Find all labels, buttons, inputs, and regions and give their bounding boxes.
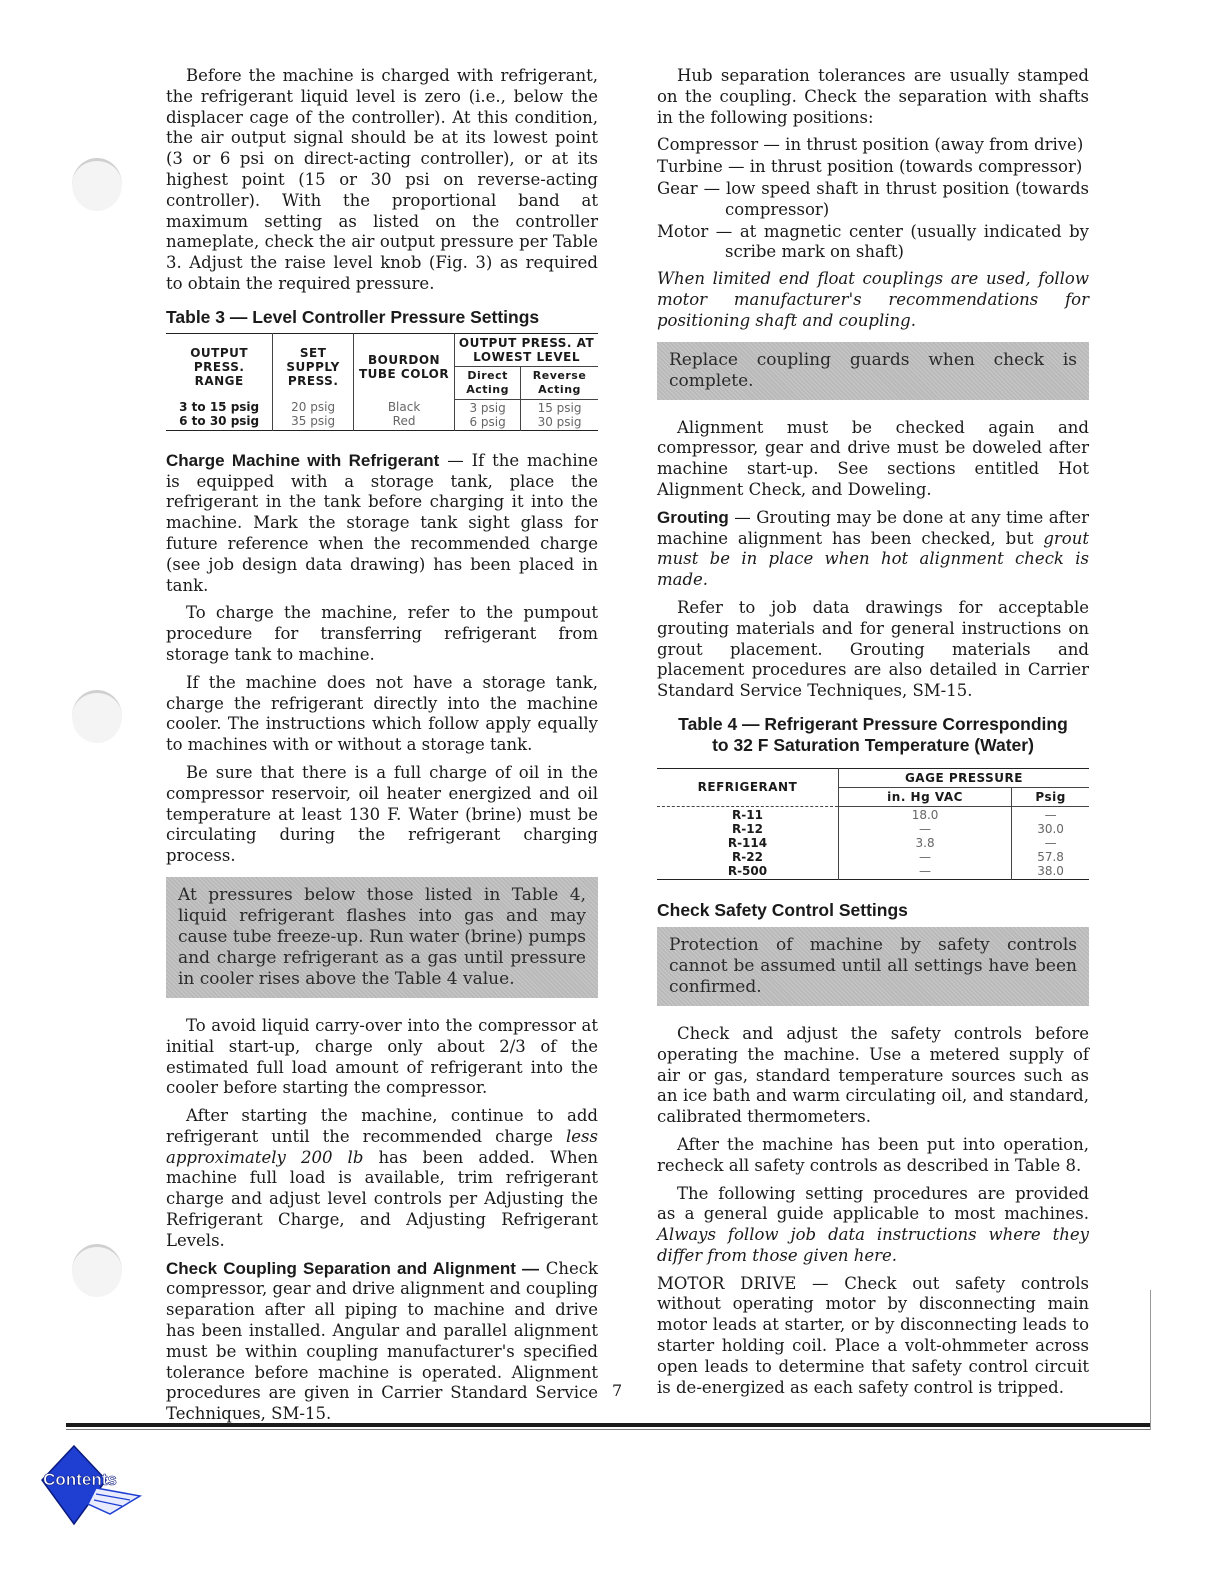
right-column: [657, 66, 1089, 1405]
paragraph-check-safety: Check and adjust the safety controls before operating the machine. Use a metered supply of air or gas, standard temperature sources such as an ice bath and warm circulating oil, and standard, calibrated thermometers.: [657, 1023, 1089, 1127]
heading-grouting: Grouting: [657, 507, 729, 527]
warning-box-coupling-guards: Replace coupling guards when check is complete.: [657, 342, 1089, 400]
paragraph-charge-3: If the machine does not have a storage tank, charge the refrigerant directly into the machine cooler. The instructions which follow apply equally to machines with or without a storage tank.: [166, 672, 598, 755]
t3-cell-range: [166, 399, 273, 430]
paragraph-coupling: [166, 1259, 598, 1425]
list-item: Motor — at magnetic center (usually indicated by scribe mark on shaft): [657, 221, 1089, 262]
t3-cell-reverse: [521, 399, 598, 430]
paragraph-charge-intro: Before the machine is charged with refrigerant, the refrigerant liquid level is zero (i.e., below the displacer cage of the controller). At this condition, the air output signal should be at its lowest point (3 or 6 psi on direct-acting controller), or at its highest point (15 or 30 psi on reverse-acting controller). With the proportional band at maximum setting as listed on the controller nameplate, check the air output pressure per Table 3. Adjust the raise level knob (Fig. 3) as required to obtain the required pressure.: [166, 66, 598, 293]
bottom-rule-thin: [66, 1429, 1150, 1430]
t4-header-vac: in. Hg VAC: [838, 787, 1011, 806]
table3-title: Table 3 — Level Controller Pressure Settings: [166, 306, 540, 327]
list-item: Turbine — in thrust position (towards compressor): [657, 157, 1083, 177]
page-edge: [1150, 1290, 1151, 1430]
binder-hole: [72, 1244, 122, 1297]
table4-title-line2: to 32 F Saturation Temperature (Water): [712, 734, 1034, 755]
t4-vac-1: —: [919, 821, 932, 836]
left-column: [166, 66, 598, 1432]
paragraph-refer-drawings: Refer to job data drawings for acceptable grouting materials and for general instructions on grout placement. Grouting materials and placement procedures are also detailed in Carrier Standard Service Techniques, SM-15.: [657, 597, 1089, 701]
paragraph-avoid-carryover: To avoid liquid carry-over into the compressor at initial start-up, charge only about 2/3 of the estimated full load amount of refrigerant into the cooler before starting the compressor.: [166, 1015, 598, 1098]
t4-ref-2: R-114: [727, 835, 768, 850]
charge-machine-text: — If the machine is equipped with a storage tank, place the refrigerant in the tank before charging it into the machine. Mark the storage tank sight glass for future reference when the recommended charge (see job design data drawing) has been placed in tank.: [166, 450, 598, 595]
paragraph-charge-2: To charge the machine, refer to the pumpout procedure for transferring refrigerant from storage tank to machine.: [166, 603, 598, 664]
t3-header-output-lowest: OUTPUT PRESS. AT LOWEST LEVEL: [458, 335, 595, 364]
paragraph-charge-machine: [166, 451, 598, 597]
t3-direct-1: 6 psig: [469, 414, 506, 429]
contents-label[interactable]: Contents: [43, 1470, 117, 1489]
grouting-italic: grout must be in place when hot alignment check is made.: [657, 528, 1089, 590]
paragraph-following-procedures: [657, 1184, 1089, 1267]
t3-header-direct: Direct Acting: [455, 366, 521, 399]
t4-psig-0: —: [1044, 807, 1057, 822]
heading-charge-machine: Charge Machine with Refrigerant: [166, 450, 440, 470]
t4-psig-2: —: [1044, 835, 1057, 850]
t4-cell-psig: [1012, 806, 1089, 879]
t3-reverse-1: 30 psig: [537, 414, 582, 429]
t4-ref-1: R-12: [732, 821, 763, 836]
t3-cell-color: [353, 399, 454, 430]
heading-safety-controls: Check Safety Control Settings: [657, 899, 908, 920]
binder-hole: [72, 158, 122, 211]
page-number: 7: [612, 1381, 623, 1400]
paragraph-alignment: Alignment must be checked again and compressor, gear and drive must be doweled after machine start-up. See sections entitled Hot Alignment Check, and Doweling.: [657, 417, 1089, 499]
paragraph-motor-drive: MOTOR DRIVE — Check out safety controls without operating motor by disconnecting main motor leads at starter, or by disconnecting leads to starter holding coil. Place a volt-ohmmeter across open leads to determine that safety control circuit is de-energized as each safety control is tripped.: [657, 1273, 1089, 1397]
after-starting-italic: less approximately 200 lb: [166, 1126, 598, 1167]
coupling-text: Check compressor, gear and drive alignment and coupling separation after all piping to machine and drive has been installed. Angular and parallel alignment must be within coupling manufacturer's specified tolerance before machine is operated. Alignment procedures are given in Carrier Standard Service Techniques, SM-15.: [166, 1258, 598, 1424]
t4-vac-4: —: [919, 863, 932, 878]
following-italic: Always follow job data instructions where they differ from those given here.: [657, 1225, 1089, 1265]
t4-psig-4: 38.0: [1037, 863, 1064, 878]
table4-title: [657, 714, 1089, 756]
paragraph-charge-4: Be sure that there is a full charge of oil in the compressor reservoir, oil heater energized and oil temperature at least 130 F. Water (brine) must be circulating during the refrigerant charging process.: [166, 762, 598, 866]
t4-ref-4: R-500: [727, 863, 768, 878]
t4-vac-3: —: [919, 849, 932, 864]
paragraph-after-operation: After the machine has been put into operation, recheck all safety controls as described in Table 8.: [657, 1134, 1089, 1175]
t3-cell-direct: [455, 399, 521, 430]
paragraph-after-starting: [166, 1106, 598, 1252]
list-item: Gear — low speed shaft in thrust position (towards compressor): [657, 178, 1089, 219]
t4-header-psig: Psig: [1012, 787, 1089, 806]
paragraph-hub-separation: Hub separation tolerances are usually stamped on the coupling. Check the separation with shafts in the following positions:: [657, 66, 1089, 127]
t3-reverse-0: 15 psig: [537, 400, 582, 415]
warning-box-pressure: At pressures below those listed in Table 4, liquid refrigerant flashes into gas and may cause tube freeze-up. Run water (brine) pumps and charge refrigerant as a gas until pressure in cooler rises above the Table 4 value.: [166, 877, 598, 998]
pen-icon: [88, 1488, 140, 1514]
t3-cell-supply: [273, 399, 354, 430]
t4-header-refrigerant: REFRIGERANT: [657, 768, 838, 806]
t4-psig-3: 57.8: [1037, 849, 1064, 864]
t4-ref-0: R-11: [732, 807, 763, 822]
t3-supply-1: 35 psig: [291, 414, 336, 429]
t3-range-0: 3 to 15 psig: [179, 400, 260, 415]
table4-title-line1: Table 4 — Refrigerant Pressure Corresponding: [678, 713, 1068, 734]
t3-color-1: Red: [392, 414, 416, 429]
t4-psig-1: 30.0: [1037, 821, 1064, 836]
grouting-text: — Grouting may be done at any time after machine alignment has been checked, but: [657, 507, 1089, 548]
t3-header-bourdon: BOURDON TUBE COLOR: [353, 333, 454, 399]
t3-header-set-supply: SET SUPPLY PRESS.: [273, 333, 354, 399]
t4-cell-vac: [838, 806, 1011, 879]
t3-supply-0: 20 psig: [291, 400, 336, 415]
t3-header-output-range: OUTPUT PRESS. RANGE: [166, 333, 273, 399]
table-row: [166, 399, 598, 430]
after-starting-text-b: has been added. When machine full load is available, trim refrigerant charge and adjust level controls per Adjusting the Refrigerant Charge, and Adjusting Refrigerant Levels.: [166, 1147, 599, 1250]
t4-cell-refrigerants: [657, 806, 838, 879]
list-item: Compressor — in thrust position (away from drive): [657, 135, 1084, 155]
heading-coupling: Check Coupling Separation and Alignment —: [166, 1258, 540, 1278]
t4-header-gage: GAGE PRESSURE: [838, 768, 1089, 787]
t4-vac-2: 3.8: [915, 835, 935, 850]
t4-ref-3: R-22: [732, 849, 763, 864]
after-starting-text-a: After starting the machine, continue to add refrigerant until the recommended charge: [166, 1106, 598, 1146]
t3-color-0: Black: [387, 400, 421, 415]
t3-direct-0: 3 psig: [469, 400, 506, 415]
table4-refrigerant-pressure: [657, 768, 1089, 880]
t3-header-reverse: Reverse Acting: [521, 366, 598, 399]
paragraph-grouting: [657, 508, 1089, 591]
paragraph-end-float: When limited end float couplings are used, follow motor manufacturer's recommendations for positioning shaft and coupling.: [657, 269, 1089, 330]
following-text: The following setting procedures are provided as a general guide applicable to most machines.: [657, 1183, 1089, 1224]
warning-box-safety: Protection of machine by safety controls cannot be assumed until all settings have been confirmed.: [657, 927, 1089, 1006]
t4-vac-0: 18.0: [911, 807, 939, 822]
table3-level-controller: [166, 333, 598, 431]
bottom-rule: [66, 1423, 1150, 1427]
table-row: [657, 806, 1089, 879]
positions-list: [657, 135, 1089, 263]
t3-range-1: 6 to 30 psig: [179, 414, 260, 429]
contents-button[interactable]: [40, 1444, 146, 1526]
binder-hole: [72, 690, 122, 743]
